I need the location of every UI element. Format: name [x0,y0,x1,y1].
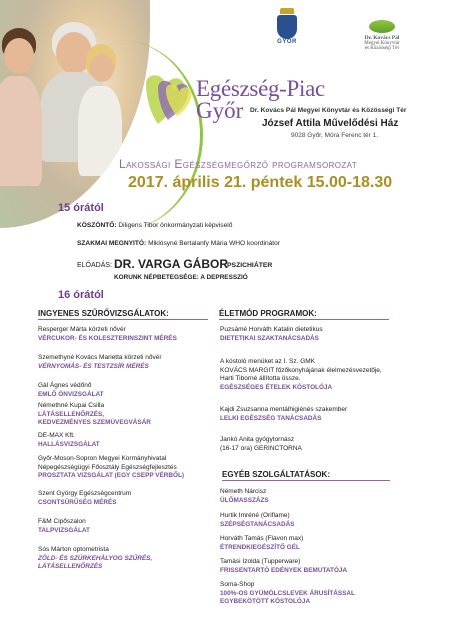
lifestyle-entry [220,406,400,423]
provider-name: (16-17 óra) GERINCTORNA [220,444,302,452]
talk-role: PSZICHIÁTER [227,262,273,269]
screenings-heading: INGYENES SZŰRŐVIZSGÁLATOK: [38,309,208,320]
provider-name: Harti Tiborné állította össze. [220,375,301,382]
services-entry [220,581,400,607]
service-name: DIETETIKAI SZAKTANÁCSADÁS [220,334,319,342]
lifestyle-entry [220,436,400,453]
provider-name: Tamási Izolda (Tupperware) [220,558,301,565]
screenings-entry [38,326,218,343]
service-name: ZÖLD- ÉS SZÜRKEHÁLYOG SZŰRÉS, [38,554,153,562]
screenings-entry [38,455,218,481]
provider-name: Horváth Tamás (Flavon max) [220,535,304,542]
service-name: LÁTÁSELLENŐRZÉS, [38,410,105,418]
shield-icon [277,15,297,39]
provider-name: Puzsámé Horváth Katalin dietetikus [220,326,323,333]
opening-line: SZAKMAI MEGNYITÓ: Miklósyné Bertalanfy Mária WHO koordinátor [77,240,280,247]
service-name: TALPVIZSGÁLAT [38,526,90,534]
provider-name: F&M Cipőszalon [38,518,86,525]
service-name: CSONTSŰRŰSÉG MÉRÉS [38,498,117,506]
organizer-library: Dr. Kovács Pál Megyei Könyvtár és Közösségi Tér [250,107,407,114]
services-entry [220,512,400,529]
screenings-entry [38,546,218,572]
heading-16: 16 órától [58,289,104,301]
crown-icon [280,8,294,14]
globe-icon [369,20,395,33]
lifestyle-heading: ÉLETMÓD PROGRAMOK: [219,309,389,320]
service-name: 100%-OS GYÜMÖLCSLEVEK ÁRUSÍTÁSSAL EGYBEKÖTÖTT KÓSTOLÓJA [220,589,355,605]
service-name: SZÉPSÉGTANÁCSADÁS [220,520,295,528]
service-name: LÁTÁSELLENŐRZÉS [38,563,103,570]
screenings-entry [38,402,218,428]
lifestyle-entry [220,358,400,392]
provider-name: Némethné Kupai Csilla [38,402,105,409]
event-date: 2017. április 21. péntek 15.00-18.30 [128,174,393,191]
provider-name: Népegészségügyi Főosztály Egészségfejlesztés [38,463,177,471]
service-name: KEDVEZMÉNYES SZEMÜVEGVÁSÁR [38,419,151,426]
service-name: EGÉSZSÉGES ÉTELEK KÓSTOLÓJA [220,383,333,391]
service-name: HALLÁSVIZSGÁLAT [38,440,100,448]
services-entry [220,535,400,552]
brand-title: Egészség-Piac [196,76,325,101]
series-title: Lakossági Egészségmegőrző programsorozat [119,157,358,171]
heading-15: 15 órától [58,202,104,214]
screenings-entry [38,354,218,371]
organizer-culture-house: József Attila Művelődési Ház [262,118,399,129]
provider-name: Szent György Egészségcentrum [38,490,132,497]
screenings-entry [38,518,218,535]
talk-title: KORUNK NÉPBETEGSÉGE: A DEPRESSZIÓ [114,274,248,281]
service-name: LELKI EGÉSZSÉG TANÁCSADÁS [220,414,322,422]
provider-name: Győr-Moson-Sopron Megyei Kormányhivatal [38,455,167,462]
service-name: VÉRCUKOR- ÉS KOLESZTERINSZINT MÉRÉS [38,334,177,342]
provider-name: DE-MAX Kft. [38,432,75,439]
library-logo: Dr. Kovács Pál Megyei Könyvtár és Közösségi Tér [342,20,422,51]
provider-name: Szemethyné Kovács Marietta körzeti nővér [38,354,162,361]
service-name: FRISSENTARTÓ EDÉNYEK BEMUTATÓJA [220,566,348,574]
service-name: EMLŐ ÖNVIZSGÁLAT [38,390,104,398]
service-name: ÜLŐMASSZÁZS [220,496,269,504]
service-name: ÉTRENDKIEGÉSZÍTŐ GÉL [220,543,300,551]
welcome-line: KÖSZÖNTŐ: Diligens Tibor önkormányzati képviselő [77,222,233,229]
provider-name: Jankó Anita gyógytornász [220,436,295,443]
services-entry [220,558,400,575]
service-name: PROSZTATA VIZSGÁLAT (EGY CSEPP VÉRBŐL) [38,472,185,479]
talk-speaker: DR. VARGA GÁBOR [114,257,228,271]
provider-name: Sós Márton optometrista [38,546,109,553]
city-logo: GYŐR [270,8,304,45]
screenings-entry [38,432,218,449]
talk-label: ELŐADÁS: [77,262,113,269]
brand-subtitle: Győr [196,98,244,123]
lifestyle-entry [220,326,400,343]
provider-name: Soma-Shop [220,581,255,588]
provider-name: A kóstoló menüket az I. Sz. GMK [220,358,316,365]
provider-name: Kajdi Zsuzsanna mentálhigiénés szakember [220,406,348,413]
services-entry [220,488,400,505]
service-name: VÉRNYOMÁS- ÉS TESTZSÍR MÉRÉS [38,362,149,370]
provider-name: Hurtik Imréné (Oriflame) [220,512,290,519]
services-heading: EGYÉB SZOLGÁLTATÁSOK: [222,470,390,481]
provider-name: KOVÁCS MARGIT főzőkonyhájának élelmezésvezetője, [220,366,382,374]
screenings-entry [38,490,218,507]
screenings-entry [38,382,218,399]
provider-name: Németh Nárcisz [220,488,267,495]
provider-name: Gál Ágnes védőnő [38,382,92,389]
address: 9028 Győr, Móra Ferenc tér 1. [291,132,379,139]
provider-name: Resperger Márta körzeti nővér [38,326,126,333]
